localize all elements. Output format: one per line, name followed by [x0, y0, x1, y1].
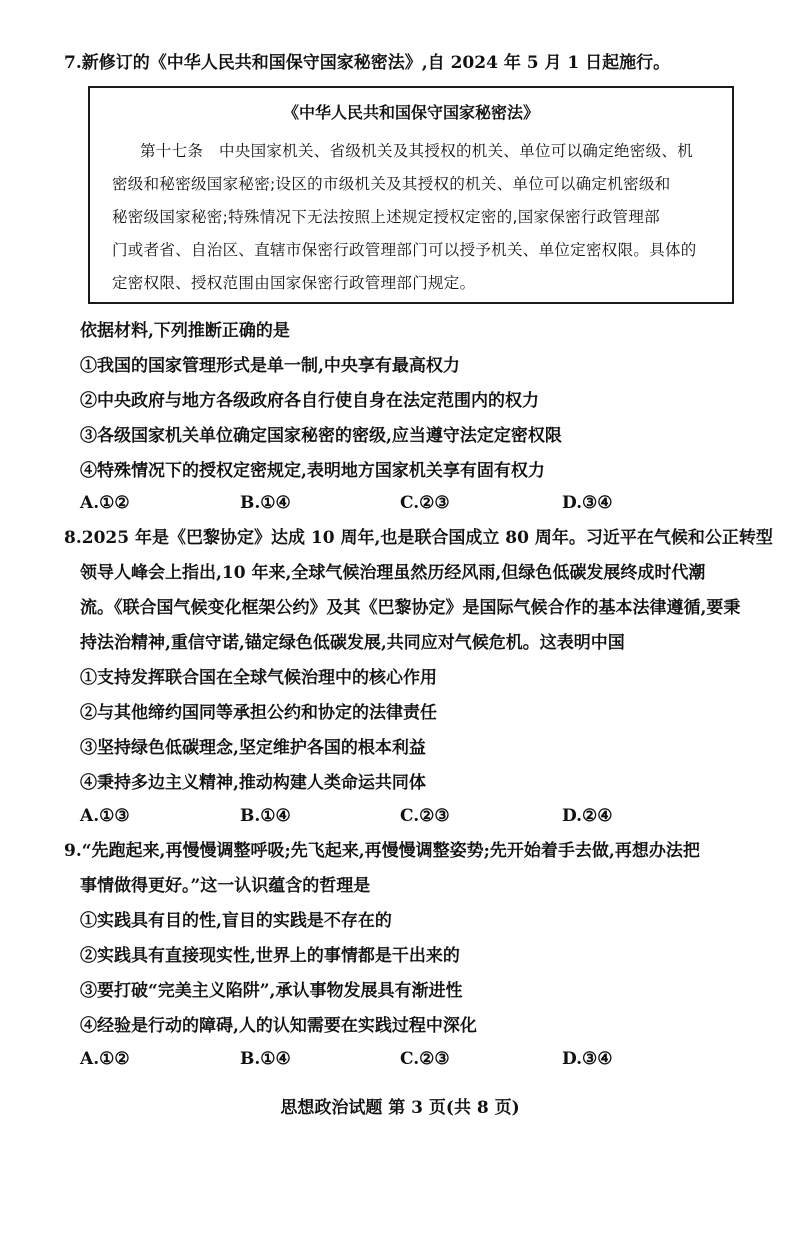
page-footer: 思想政治试题 第 3 页(共 8 页) — [280, 1098, 520, 1118]
q9-option-2: ②实践具有直接现实性,世界上的事情都是干出来的 — [80, 946, 460, 966]
q7-material-line: 秘密级国家秘密;特殊情况下无法按照上述规定授权定密的,国家保密行政管理部 — [112, 208, 660, 226]
q8-choice-a: A.①③ — [80, 806, 130, 826]
q9-stem-line: 事情做得更好。”这一认识蕴含的哲理是 — [80, 876, 371, 896]
q8-choice-c: C.②③ — [400, 806, 450, 826]
q8-option-1: ①支持发挥联合国在全球气候治理中的核心作用 — [80, 668, 437, 688]
q7-choice-b: B.①④ — [240, 493, 291, 513]
q7-choice-d: D.③④ — [562, 493, 613, 513]
q9-choice-d: D.③④ — [562, 1049, 613, 1069]
q7-option-4: ④特殊情况下的授权定密规定,表明地方国家机关享有固有权力 — [80, 461, 545, 481]
q8-choice-d: D.②④ — [562, 806, 613, 826]
q7-material-line: 门或者省、自治区、直辖市保密行政管理部门可以授予机关、单位定密权限。具体的 — [112, 241, 697, 259]
q8-option-2: ②与其他缔约国同等承担公约和协定的法律责任 — [80, 703, 437, 723]
q8-stem-line: 持法治精神,重信守诺,锚定绿色低碳发展,共同应对气候危机。这表明中国 — [80, 633, 625, 653]
q9-choice-b: B.①④ — [240, 1049, 291, 1069]
q7-material-line: 密级和秘密级国家秘密;设区的市级机关及其授权的机关、单位可以确定机密级和 — [112, 175, 671, 193]
q7-choice-a: A.①② — [80, 493, 130, 513]
q8-option-3: ③坚持绿色低碳理念,坚定维护各国的根本利益 — [80, 738, 426, 758]
q9-option-3: ③要打破“完美主义陷阱”,承认事物发展具有渐进性 — [80, 981, 463, 1001]
q7-question: 依据材料,下列推断正确的是 — [80, 321, 290, 341]
q9-option-4: ④经验是行动的障碍,人的认知需要在实践过程中深化 — [80, 1016, 477, 1036]
q7-material-line: 定密权限、授权范围由国家保密行政管理部门规定。 — [112, 274, 476, 292]
q8-choice-b: B.①④ — [240, 806, 291, 826]
q8-stem-line: 8.2025 年是《巴黎协定》达成 10 周年,也是联合国成立 80 周年。习近平在气候和公正转型 — [64, 528, 773, 548]
q9-option-1: ①实践具有目的性,盲目的实践是不存在的 — [80, 911, 392, 931]
q7-material-box — [88, 86, 734, 304]
q7-material-title: 《中华人民共和国保守国家秘密法》 — [282, 103, 539, 122]
q9-choice-a: A.①② — [80, 1049, 130, 1069]
q7-choice-c: C.②③ — [400, 493, 450, 513]
q9-choice-c: C.②③ — [400, 1049, 450, 1069]
q7-material-line: 第十七条 中央国家机关、省级机关及其授权的机关、单位可以确定绝密级、机 — [140, 142, 694, 160]
q7-option-2: ②中央政府与地方各级政府各自行使自身在法定范围内的权力 — [80, 391, 539, 411]
q7-option-3: ③各级国家机关单位确定国家秘密的密级,应当遵守法定定密权限 — [80, 426, 562, 446]
q7-stem: 7.新修订的《中华人民共和国保守国家秘密法》,自 2024 年 5 月 1 日起施行。 — [64, 53, 671, 73]
q9-stem-line: 9.“先跑起来,再慢慢调整呼吸;先飞起来,再慢慢调整姿势;先开始着手去做,再想办法把 — [64, 841, 700, 861]
q8-stem-line: 领导人峰会上指出,10 年来,全球气候治理虽然历经风雨,但绿色低碳发展终成时代潮 — [80, 563, 706, 583]
q8-option-4: ④秉持多边主义精神,推动构建人类命运共同体 — [80, 773, 426, 793]
q8-stem-line: 流。《联合国气候变化框架公约》及其《巴黎协定》是国际气候合作的基本法律遵循,要秉 — [80, 598, 741, 618]
q7-option-1: ①我国的国家管理形式是单一制,中央享有最高权力 — [80, 356, 460, 376]
